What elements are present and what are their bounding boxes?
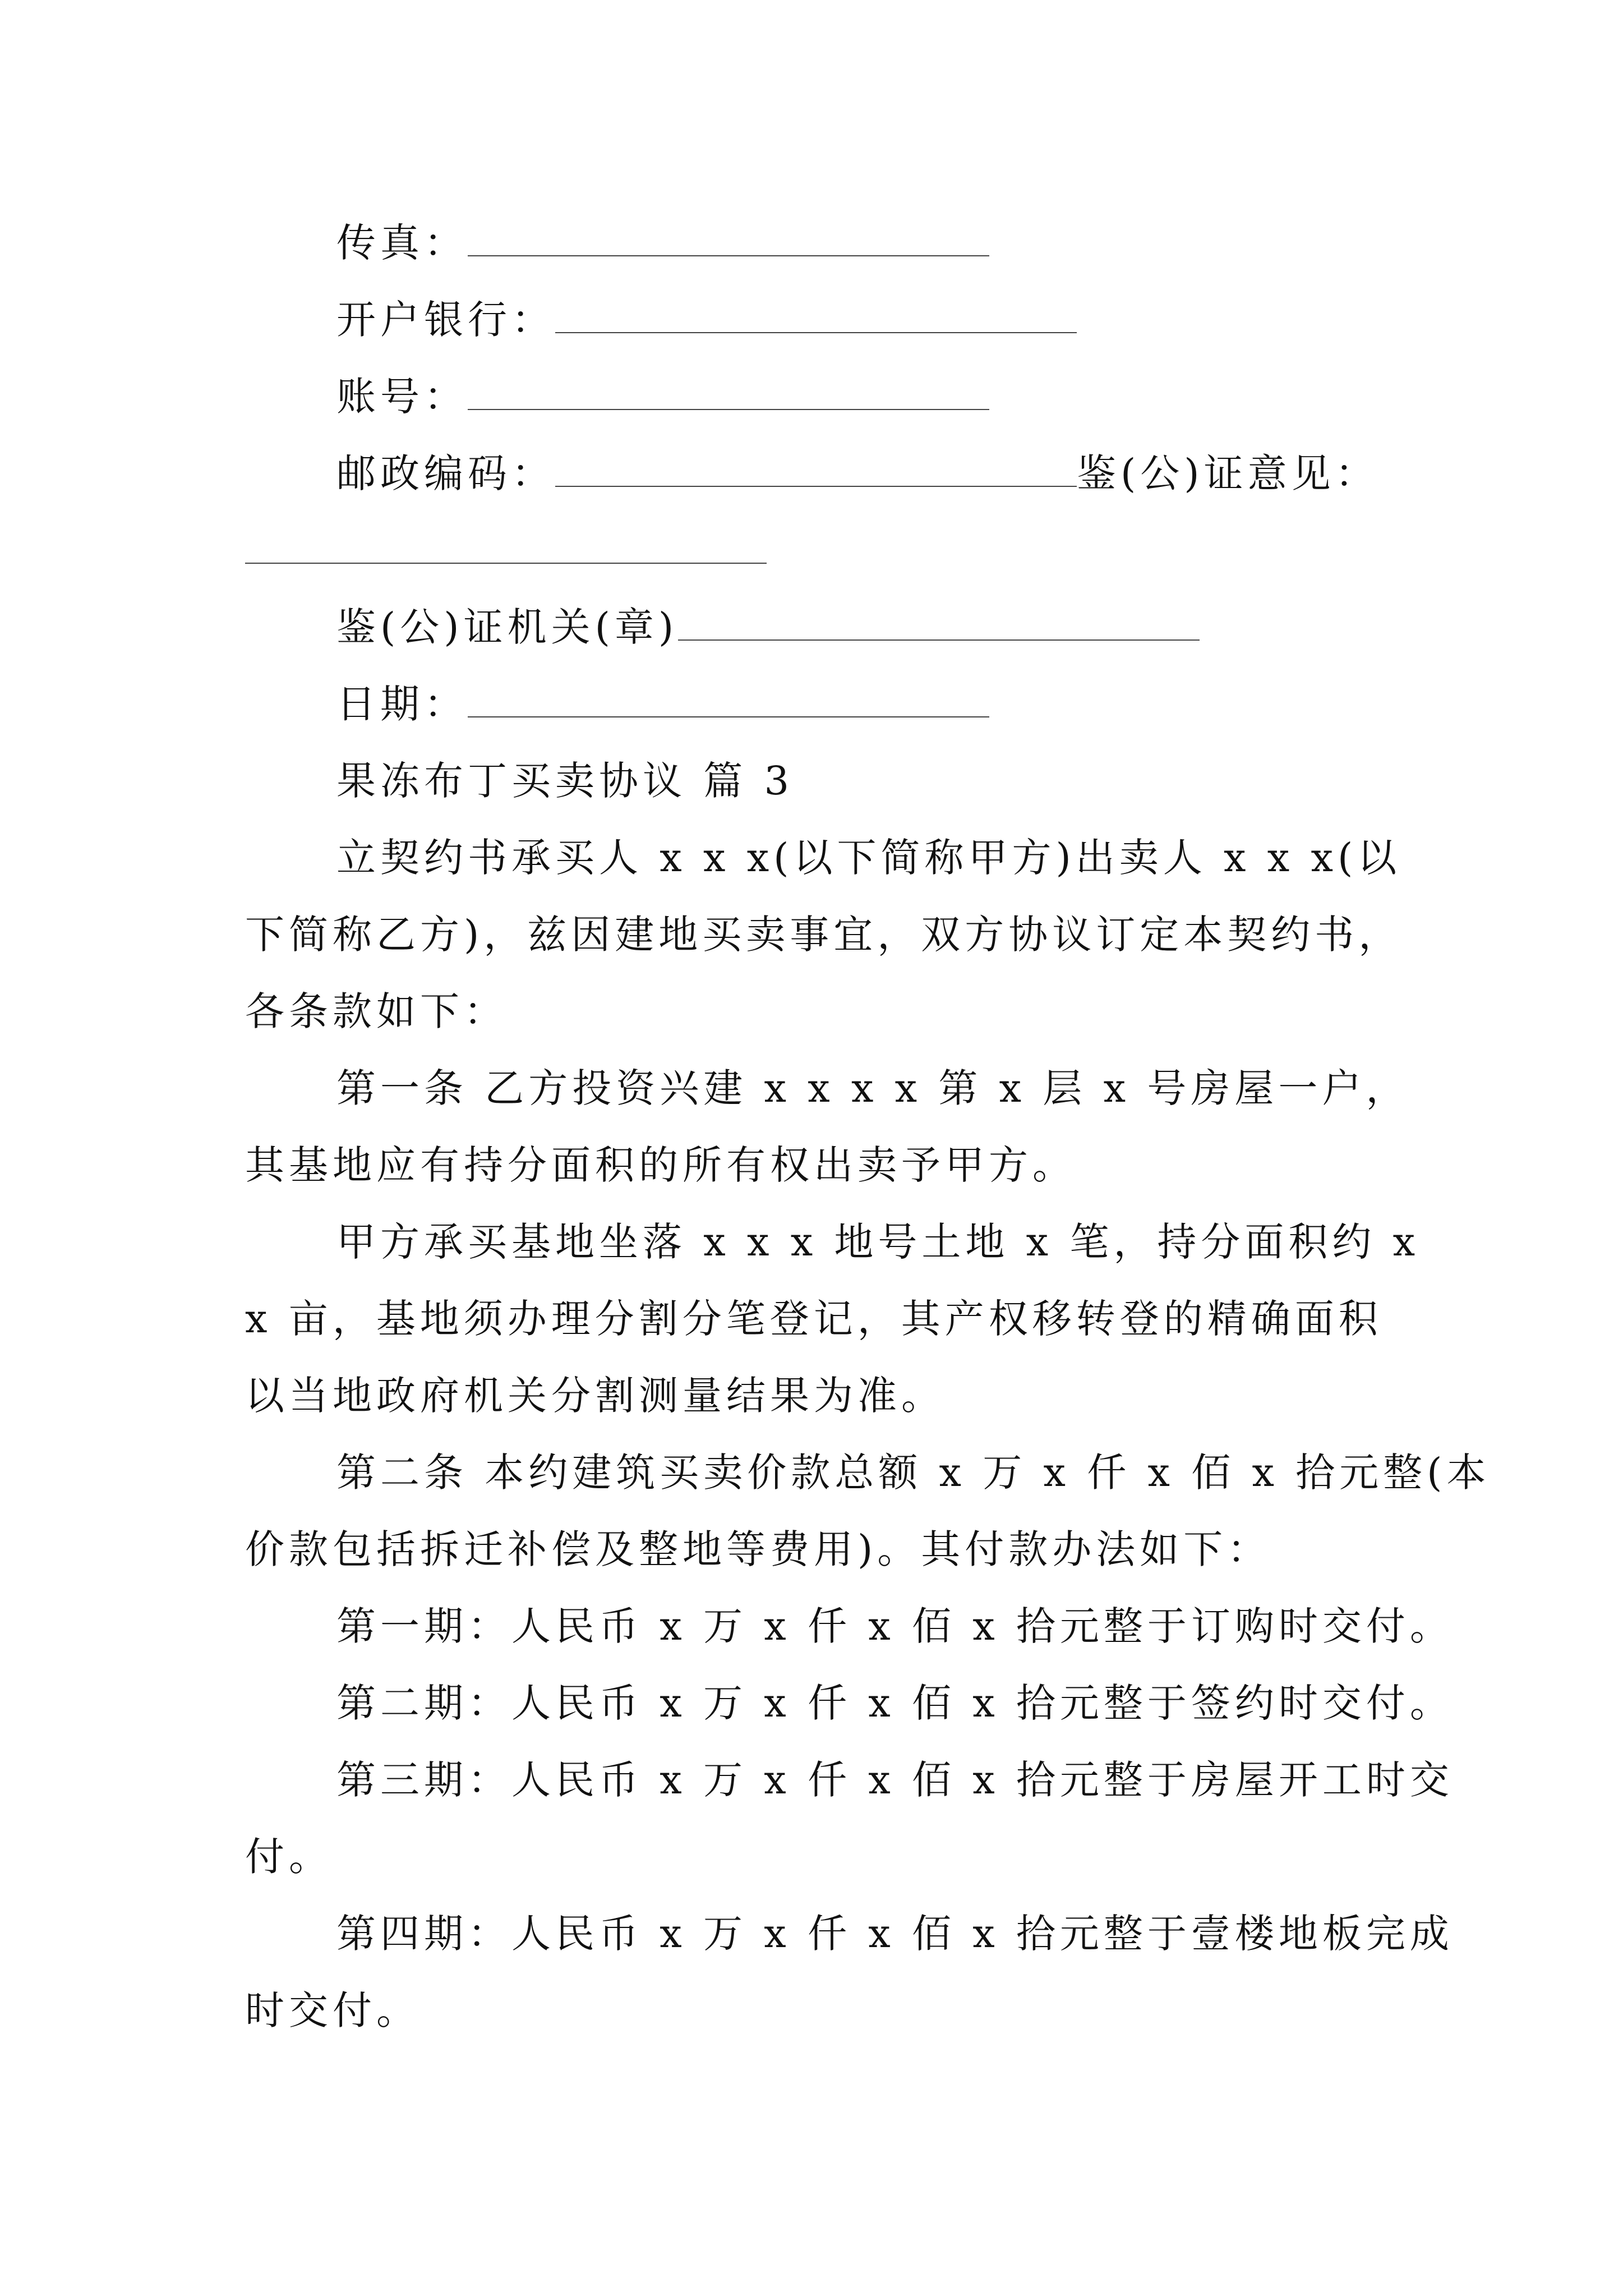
fax-blank-line [468, 222, 989, 256]
date-blank-line [468, 683, 989, 717]
payment-3-line-2: 付。 [245, 1834, 333, 1880]
postal-label: 邮政编码： [336, 450, 555, 496]
payment-4-line-1: 第四期：人民币 x 万 x 仟 x 佰 x 拾元整于壹楼地板完成 [336, 1911, 1454, 1957]
notary-office-label: 鉴(公)证机关(章) [336, 604, 679, 650]
payment-1: 第一期：人民币 x 万 x 仟 x 佰 x 拾元整于订购时交付。 [336, 1603, 1454, 1649]
account-row [336, 370, 989, 424]
article2-line-1: 第二条 本约建筑买卖价款总额 x 万 x 仟 x 佰 x 拾元整(本 [336, 1450, 1491, 1496]
fax-row [336, 216, 989, 270]
bank-row [336, 293, 1077, 347]
land-line-3: 以当地政府机关分割测量结果为准。 [245, 1373, 945, 1419]
intro-line-2: 下简称乙方)，兹因建地买卖事宜，双方协议订定本契约书， [245, 912, 1403, 958]
notary-opinion-label: 鉴(公)证意见： [1077, 450, 1379, 496]
intro-line-1: 立契约书承买人 x x x(以下简称甲方)出卖人 x x x(以 [336, 835, 1401, 881]
article1-line-2: 其基地应有持分面积的所有权出卖予甲方。 [245, 1142, 1076, 1188]
intro-line-3: 各条款如下： [245, 988, 508, 1034]
account-label: 账号： [336, 374, 468, 420]
postal-row [336, 447, 1379, 500]
article2-line-2: 价款包括拆迁补偿及整地等费用)。其付款办法如下： [245, 1526, 1271, 1572]
notary-office-row [336, 600, 1200, 654]
bank-blank-line [555, 298, 1077, 333]
payment-4-line-2: 时交付。 [245, 1987, 420, 2033]
bank-label: 开户银行： [336, 297, 555, 343]
land-line-1: 甲方承买基地坐落 x x x 地号土地 x 笔，持分面积约 x [336, 1219, 1420, 1265]
fax-label: 传真： [336, 220, 468, 266]
land-line-2: x 亩，基地须办理分割分笔登记，其产权移转登的精确面积 [245, 1296, 1382, 1342]
notary-office-blank-line [678, 606, 1200, 641]
payment-2: 第二期：人民币 x 万 x 仟 x 佰 x 拾元整于签约时交付。 [336, 1680, 1454, 1726]
notary-opinion-blank-line [245, 563, 767, 564]
article1-line-1: 第一条 乙方投资兴建 x x x x 第 x 层 x 号房屋一户， [336, 1065, 1410, 1111]
date-row [336, 677, 989, 731]
postal-blank-line [555, 452, 1077, 487]
account-blank-line [468, 375, 989, 410]
section-title: 果冻布丁买卖协议 篇 3 [336, 758, 794, 804]
payment-3-line-1: 第三期：人民币 x 万 x 仟 x 佰 x 拾元整于房屋开工时交 [336, 1757, 1454, 1803]
date-label: 日期： [336, 681, 468, 727]
